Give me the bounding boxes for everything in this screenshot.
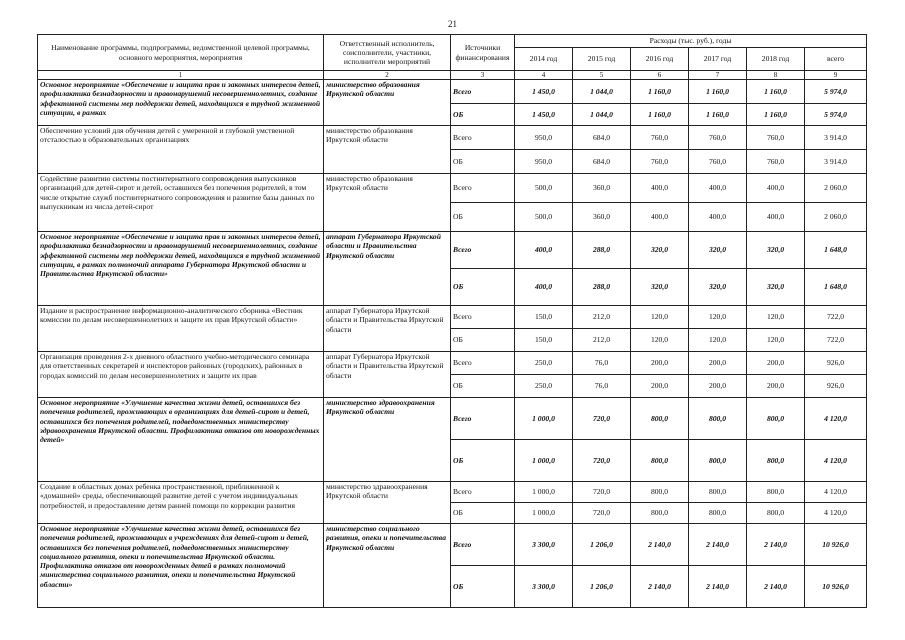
year-value-cell: 200,0 [689, 352, 747, 375]
year-value-cell: 720,0 [573, 398, 631, 440]
table-row [38, 352, 867, 375]
year-value-cell: 200,0 [631, 375, 689, 398]
total-value-cell: 2 060,0 [805, 174, 867, 203]
column-number: 4 [515, 71, 573, 80]
year-value-cell: 288,0 [573, 269, 631, 306]
activity-name: Содействие развитию системы постинтернатного сопровождения выпускников организаций для детей-сирот и детей, оставшихся без попечения родителей, в том числе открытие служб постинтернатного сопровождения и развитие базы данных по выпускникам из числа детей-сирот [38, 174, 324, 232]
column-number: 5 [573, 71, 631, 80]
funding-source-cell: ОБ [451, 203, 515, 232]
total-value-cell: 4 120,0 [805, 398, 867, 440]
main-activity-name: Основное мероприятие «Обеспечение и защита прав и законных интересов детей, профилактика безнадзорности и правонарушений несовершеннолетних, создание эффективной системы мер поддержки детей, находящихся в трудной жизненной ситуации, в рамках [38, 80, 324, 126]
year-value-cell: 320,0 [631, 232, 689, 269]
activity-name: Организация проведения 2-х дневного областного учебно-методического семинара для ответственных секретарей и инспекторов районных (городских), районных в городах комиссий по делам несовершеннолетних и защите их прав [38, 352, 324, 398]
executor-cell: министерство образования Иркутской области [324, 80, 451, 126]
year-value-cell: 320,0 [747, 269, 805, 306]
funding-source-cell: ОБ [451, 440, 515, 482]
table-row [38, 80, 867, 104]
year-value-cell: 400,0 [747, 203, 805, 232]
total-value-cell: 926,0 [805, 352, 867, 375]
year-value-cell: 500,0 [515, 174, 573, 203]
funding-source-cell: ОБ [451, 104, 515, 126]
year-value-cell: 360,0 [573, 203, 631, 232]
year-value-cell: 1 000,0 [515, 440, 573, 482]
year-value-cell: 800,0 [747, 503, 805, 524]
total-value-cell: 5 974,0 [805, 104, 867, 126]
header-total: всего [805, 48, 867, 71]
year-value-cell: 3 300,0 [515, 566, 573, 608]
activity-name: Обеспечение условий для обучения детей с умеренной и глубокой умственной отсталостью в образовательных организациях [38, 126, 324, 174]
year-value-cell: 500,0 [515, 203, 573, 232]
year-value-cell: 288,0 [573, 232, 631, 269]
total-value-cell: 722,0 [805, 306, 867, 329]
year-value-cell: 120,0 [689, 306, 747, 329]
year-value-cell: 800,0 [631, 440, 689, 482]
funding-source-cell: Всего [451, 174, 515, 203]
table-row [38, 174, 867, 203]
year-value-cell: 1 160,0 [689, 80, 747, 104]
year-value-cell: 760,0 [689, 126, 747, 150]
year-value-cell: 720,0 [573, 482, 631, 503]
funding-source-cell: Всего [451, 80, 515, 104]
year-value-cell: 250,0 [515, 352, 573, 375]
year-value-cell: 800,0 [631, 398, 689, 440]
executor-cell: министерство образования Иркутской области [324, 126, 451, 174]
year-value-cell: 200,0 [747, 375, 805, 398]
year-value-cell: 200,0 [747, 352, 805, 375]
budget-table [37, 34, 867, 608]
year-value-cell: 760,0 [631, 126, 689, 150]
year-value-cell: 950,0 [515, 150, 573, 174]
total-value-cell: 1 648,0 [805, 232, 867, 269]
year-value-cell: 120,0 [631, 306, 689, 329]
year-value-cell: 800,0 [631, 503, 689, 524]
year-value-cell: 800,0 [689, 503, 747, 524]
year-value-cell: 3 300,0 [515, 524, 573, 566]
year-value-cell: 800,0 [747, 440, 805, 482]
funding-source-cell: ОБ [451, 269, 515, 306]
funding-source-cell: Всего [451, 306, 515, 329]
column-number: 6 [631, 71, 689, 80]
year-value-cell: 212,0 [573, 306, 631, 329]
year-value-cell: 120,0 [689, 329, 747, 352]
funding-source-cell: Всего [451, 352, 515, 375]
header-year: 2017 год [689, 48, 747, 71]
year-value-cell: 150,0 [515, 306, 573, 329]
year-value-cell: 800,0 [631, 482, 689, 503]
year-value-cell: 120,0 [747, 306, 805, 329]
year-value-cell: 76,0 [573, 375, 631, 398]
year-value-cell: 120,0 [747, 329, 805, 352]
executor-cell: министерство социального развития, опеки и попечительства Иркутской области [324, 524, 451, 608]
funding-source-cell: Всего [451, 524, 515, 566]
main-activity-name: Основное мероприятие «Улучшение качества жизни детей, оставшихся без попечения родителей, проживающих в организациях для детей-сирот и детей, оставшихся без попечения родителей, подведомственных министерству здравоохранения Иркутской области. Профилактика отказов от новорожденных детей» [38, 398, 324, 482]
total-value-cell: 3 914,0 [805, 126, 867, 150]
executor-cell: аппарат Губернатора Иркутской области и Правительства Иркутской области [324, 306, 451, 352]
header-year: 2015 год [573, 48, 631, 71]
year-value-cell: 1 206,0 [573, 524, 631, 566]
column-number: 2 [324, 71, 451, 80]
year-value-cell: 1 160,0 [689, 104, 747, 126]
year-value-cell: 320,0 [689, 269, 747, 306]
funding-source-cell: Всего [451, 482, 515, 503]
year-value-cell: 200,0 [689, 375, 747, 398]
year-value-cell: 1 450,0 [515, 104, 573, 126]
year-value-cell: 684,0 [573, 150, 631, 174]
year-value-cell: 250,0 [515, 375, 573, 398]
header-source: Источники финансирования [451, 35, 515, 71]
header-year: 2018 год [747, 48, 805, 71]
funding-source-cell: Всего [451, 232, 515, 269]
year-value-cell: 720,0 [573, 503, 631, 524]
year-value-cell: 800,0 [747, 398, 805, 440]
total-value-cell: 4 120,0 [805, 503, 867, 524]
year-value-cell: 2 140,0 [747, 566, 805, 608]
year-value-cell: 320,0 [747, 232, 805, 269]
year-value-cell: 800,0 [747, 482, 805, 503]
header-year: 2014 год [515, 48, 573, 71]
executor-cell: министерство здравоохранения Иркутской области [324, 398, 451, 482]
year-value-cell: 2 140,0 [689, 566, 747, 608]
main-activity-name: Основное мероприятие «Обеспечение и защита прав и законных интересов детей, профилактика безнадзорности и правонарушений несовершеннолетних, создание эффективной системы мер поддержки детей, находящихся в трудной жизненной ситуации, в рамках полномочий аппарата Губернатора Иркутской области и Правительства Иркутской области» [38, 232, 324, 306]
total-value-cell: 722,0 [805, 329, 867, 352]
total-value-cell: 4 120,0 [805, 482, 867, 503]
year-value-cell: 1 044,0 [573, 80, 631, 104]
year-value-cell: 320,0 [689, 232, 747, 269]
year-value-cell: 1 160,0 [747, 104, 805, 126]
year-value-cell: 950,0 [515, 126, 573, 150]
year-value-cell: 320,0 [631, 269, 689, 306]
year-value-cell: 1 160,0 [631, 80, 689, 104]
column-number: 7 [689, 71, 747, 80]
executor-cell: аппарат Губернатора Иркутской области и Правительства Иркутской области [324, 352, 451, 398]
year-value-cell: 120,0 [631, 329, 689, 352]
column-number: 9 [805, 71, 867, 80]
funding-source-cell: ОБ [451, 150, 515, 174]
funding-source-cell: Всего [451, 126, 515, 150]
executor-cell: аппарат Губернатора Иркутской области и Правительства Иркутской области [324, 232, 451, 306]
total-value-cell: 2 060,0 [805, 203, 867, 232]
column-number: 1 [38, 71, 324, 80]
activity-name: Создание в областных домах ребенка пространственной, приближенной к «домашней» среды, обеспечивающей развитие детей с учетом индивидуальных потребностей, и предоставление детям ранней помощи по коррекции развития [38, 482, 324, 524]
year-value-cell: 800,0 [689, 398, 747, 440]
year-value-cell: 400,0 [631, 203, 689, 232]
total-value-cell: 3 914,0 [805, 150, 867, 174]
year-value-cell: 800,0 [689, 440, 747, 482]
table-body [38, 80, 867, 608]
year-value-cell: 212,0 [573, 329, 631, 352]
column-number: 3 [451, 71, 515, 80]
table-row [38, 524, 867, 566]
year-value-cell: 400,0 [631, 174, 689, 203]
total-value-cell: 10 926,0 [805, 566, 867, 608]
year-value-cell: 760,0 [689, 150, 747, 174]
year-value-cell: 760,0 [631, 150, 689, 174]
total-value-cell: 10 926,0 [805, 524, 867, 566]
funding-source-cell: Всего [451, 398, 515, 440]
year-value-cell: 360,0 [573, 174, 631, 203]
year-value-cell: 200,0 [631, 352, 689, 375]
year-value-cell: 1 450,0 [515, 80, 573, 104]
table-row [38, 126, 867, 150]
year-value-cell: 1 044,0 [573, 104, 631, 126]
total-value-cell: 1 648,0 [805, 269, 867, 306]
column-number: 8 [747, 71, 805, 80]
year-value-cell: 2 140,0 [747, 524, 805, 566]
year-value-cell: 800,0 [689, 482, 747, 503]
table-row [38, 482, 867, 503]
year-value-cell: 400,0 [747, 174, 805, 203]
year-value-cell: 684,0 [573, 126, 631, 150]
total-value-cell: 4 120,0 [805, 440, 867, 482]
year-value-cell: 150,0 [515, 329, 573, 352]
year-value-cell: 1 206,0 [573, 566, 631, 608]
header-name: Наименование программы, подпрограммы, ведомственной целевой программы, основного мероприятия, мероприятия [38, 35, 324, 71]
funding-source-cell: ОБ [451, 375, 515, 398]
year-value-cell: 760,0 [747, 126, 805, 150]
header-year: 2016 год [631, 48, 689, 71]
year-value-cell: 76,0 [573, 352, 631, 375]
year-value-cell: 400,0 [515, 269, 573, 306]
year-value-cell: 400,0 [515, 232, 573, 269]
activity-name: Издание и распространение информационно-аналитического сборника «Вестник комиссии по делам несовершеннолетних и защите их прав Иркутской области» [38, 306, 324, 352]
header-expenses: Расходы (тыс. руб.), годы [515, 35, 867, 48]
year-value-cell: 1 000,0 [515, 503, 573, 524]
table-row [38, 232, 867, 269]
page-number: 21 [448, 19, 457, 29]
year-value-cell: 400,0 [689, 203, 747, 232]
year-value-cell: 760,0 [747, 150, 805, 174]
total-value-cell: 5 974,0 [805, 80, 867, 104]
year-value-cell: 2 140,0 [631, 524, 689, 566]
year-value-cell: 2 140,0 [689, 524, 747, 566]
year-value-cell: 400,0 [689, 174, 747, 203]
funding-source-cell: ОБ [451, 329, 515, 352]
header-executor: Ответственный исполнитель, соисполнители, участники, исполнители мероприятий [324, 35, 451, 71]
year-value-cell: 1 160,0 [747, 80, 805, 104]
executor-cell: министерство образования Иркутской области [324, 174, 451, 232]
year-value-cell: 1 160,0 [631, 104, 689, 126]
table-row [38, 306, 867, 329]
year-value-cell: 1 000,0 [515, 482, 573, 503]
table-row [38, 398, 867, 440]
year-value-cell: 720,0 [573, 440, 631, 482]
main-activity-name: Основное мероприятие «Улучшение качества жизни детей, оставшихся без попечения родителей, проживающих в учреждениях для детей-сирот и детей, оставшихся без попечения родителей, подведомственных министерству социального развития, опеки и попечительства Иркутской области. Профилактика отказов от новорожденных детей в рамках полномочий министерства социального развития, опеки и попечительства Иркутской области» [38, 524, 324, 608]
year-value-cell: 1 000,0 [515, 398, 573, 440]
funding-source-cell: ОБ [451, 566, 515, 608]
executor-cell: министерство здравоохранения Иркутской области [324, 482, 451, 524]
total-value-cell: 926,0 [805, 375, 867, 398]
year-value-cell: 2 140,0 [631, 566, 689, 608]
funding-source-cell: ОБ [451, 503, 515, 524]
